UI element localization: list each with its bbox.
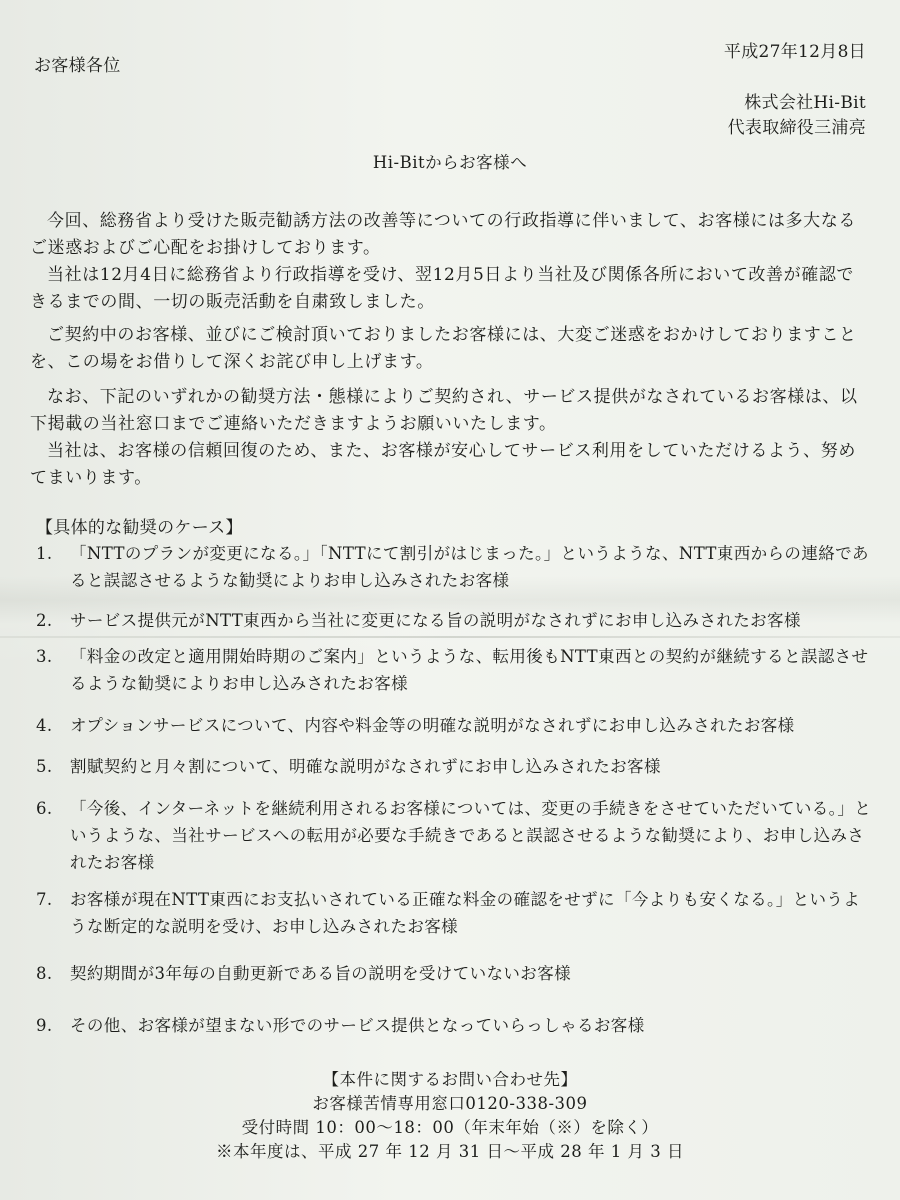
case-item bbox=[36, 712, 876, 739]
representative-name: 代表取締役三浦亮 bbox=[727, 118, 866, 138]
case-text: 契約期間が3年毎の自動更新である旨の説明を受けていないお客様 bbox=[70, 964, 571, 983]
request-section bbox=[30, 384, 870, 492]
contact-hours: 受付時間 10：00～18：00（年末年始（※）を除く） bbox=[241, 1118, 659, 1137]
contact-heading: 【本件に関するお問い合わせ先】 bbox=[322, 1070, 578, 1089]
apology-section bbox=[30, 322, 870, 376]
case-item bbox=[36, 753, 876, 780]
case-text: 割賦契約と月々割について、明確な説明がなされずにお申し込みされたお客様 bbox=[70, 757, 661, 776]
case-number: 4. bbox=[36, 716, 53, 735]
case-number: 3. bbox=[36, 647, 53, 666]
case-text: 「料金の改定と適用開始時期のご案内」というような、転用後もNTT東西との契約が継続すると誤認させるような勧奨によりお申し込みされたお客様 bbox=[70, 647, 869, 693]
case-text: 「NTTのプランが変更になる。」「NTTにて割引がはじまった。」というような、NTT東西からの連絡であると誤認させるような勧奨によりお申し込みされたお客様 bbox=[70, 544, 869, 590]
case-number: 5. bbox=[36, 757, 53, 776]
case-number: 1. bbox=[36, 544, 53, 563]
contact-line: お客様苦情専用窓口0120-338-309 bbox=[312, 1094, 588, 1113]
paragraph: 当社は12月4日に総務省より行政指導を受け、翌12月5日より当社及び関係各所において改善が確認できるまでの間、一切の販売活動を自粛致しました。 bbox=[30, 265, 855, 312]
intro-section bbox=[30, 208, 870, 316]
paragraph: 当社は、お客様の信頼回復のため、また、お客様が安心してサービス利用をしていただけるよう、努めてまいります。 bbox=[30, 441, 856, 488]
case-item bbox=[36, 960, 876, 987]
case-number: 9. bbox=[36, 1016, 53, 1035]
case-number: 2. bbox=[36, 611, 53, 630]
paragraph: 今回、総務省より受けた販売勧誘方法の改善等についての行政指導に伴いまして、お客様には多大なるご迷惑およびご心配をお掛けしております。 bbox=[30, 211, 856, 258]
case-item bbox=[36, 1012, 876, 1039]
letter-title: Hi-Bitからお客様へ bbox=[372, 153, 528, 172]
paragraph: なお、下記のいずれかの勧奨方法・態様によりご契約され、サービス提供がなされているお客様は、以下掲載の当社窓口までご連絡いただきますようお願いいたします。 bbox=[30, 387, 858, 434]
paper-fold-line bbox=[0, 636, 900, 638]
case-item bbox=[36, 540, 876, 594]
case-item bbox=[36, 886, 876, 940]
cases-heading: 【具体的な勧奨のケース】 bbox=[36, 518, 243, 538]
company-name: 株式会社Hi-Bit bbox=[744, 93, 866, 113]
case-number: 7. bbox=[36, 890, 53, 909]
case-item bbox=[36, 607, 876, 634]
case-number: 6. bbox=[36, 799, 53, 818]
case-text: その他、お客様が望まない形でのサービス提供となっていらっしゃるお客様 bbox=[70, 1016, 645, 1035]
contact-note: ※本年度は、平成 27 年 12 月 31 日～平成 28 年 1 月 3 日 bbox=[216, 1142, 684, 1161]
case-text: お客様が現在NTT東西にお支払いされている正確な料金の確認をせずに「今よりも安くなる。」というような断定的な説明を受け、お申し込みされたお客様 bbox=[70, 890, 861, 936]
case-text: サービス提供元がNTT東西から当社に変更になる旨の説明がなされずにお申し込みされたお客様 bbox=[70, 611, 801, 630]
case-item bbox=[36, 643, 876, 697]
case-text: 「今後、インターネットを継続利用されるお客様については、変更の手続きをさせていただいている。」というような、当社サービスへの転用が必要な手続きであると誤認させるような勧奨により、お申し込みされたお客様 bbox=[70, 799, 872, 872]
case-text: オプションサービスについて、内容や料金等の明確な説明がなされずにお申し込みされたお客様 bbox=[70, 716, 795, 735]
case-item bbox=[36, 795, 876, 876]
paragraph: ご契約中のお客様、並びにご検討頂いておりましたお客様には、大変ご迷惑をおかけしておりますことを、この場をお借りして深くお詫び申し上げます。 bbox=[30, 325, 857, 372]
date: 平成27年12月8日 bbox=[723, 42, 866, 62]
case-number: 8. bbox=[36, 964, 53, 983]
addressee: お客様各位 bbox=[34, 56, 121, 76]
